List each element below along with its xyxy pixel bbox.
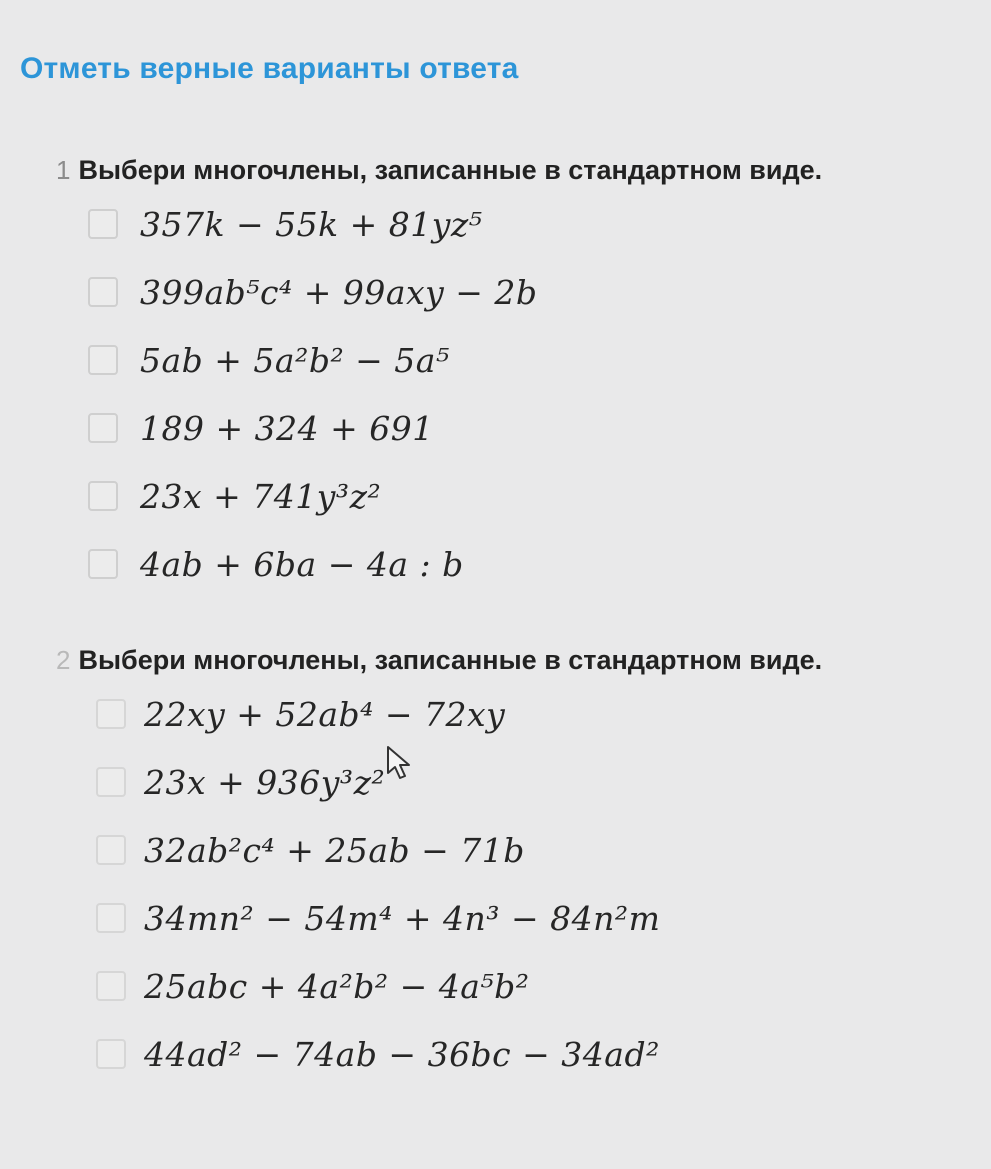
- mouse-pointer-icon: [386, 745, 414, 781]
- option-expression: 25abc + 4a²b² − 4a⁵b²: [144, 966, 530, 1006]
- option-expression: 23x + 741y³z²: [140, 476, 382, 516]
- option-expression: 44ad² − 74ab − 36bc − 34ad²: [144, 1034, 660, 1074]
- option-item[interactable]: [56, 326, 986, 394]
- option-item[interactable]: [56, 394, 986, 462]
- option-expression: 399ab⁵c⁴ + 99axy − 2b: [140, 272, 538, 312]
- checkbox[interactable]: [88, 345, 118, 375]
- checkbox[interactable]: [88, 413, 118, 443]
- options-list: [56, 680, 986, 1088]
- option-item[interactable]: [56, 884, 986, 952]
- checkbox[interactable]: [96, 699, 126, 729]
- checkbox[interactable]: [88, 277, 118, 307]
- checkbox[interactable]: [88, 209, 118, 239]
- question-header: [56, 640, 986, 680]
- option-expression: 189 + 324 + 691: [140, 408, 434, 448]
- option-item[interactable]: [56, 952, 986, 1020]
- option-expression: 357k − 55k + 81yz⁵: [140, 204, 483, 244]
- options-list: [56, 190, 986, 598]
- option-item[interactable]: [56, 680, 986, 748]
- checkbox[interactable]: [96, 1039, 126, 1069]
- question-prompt: Выбери многочлены, записанные в стандартном виде.: [78, 155, 823, 185]
- checkbox[interactable]: [88, 549, 118, 579]
- checkbox[interactable]: [96, 903, 126, 933]
- option-expression: 5ab + 5a²b² − 5a⁵: [140, 340, 450, 380]
- question-prompt: Выбери многочлены, записанные в стандартном виде.: [78, 645, 823, 675]
- option-expression: 4ab + 6ba − 4a : b: [140, 544, 464, 584]
- option-item[interactable]: [56, 258, 986, 326]
- page-title: Отметь верные варианты ответа: [20, 52, 519, 85]
- option-expression: 22xy + 52ab⁴ − 72xy: [144, 694, 506, 734]
- checkbox[interactable]: [96, 767, 126, 797]
- option-item[interactable]: [56, 1020, 986, 1088]
- checkbox[interactable]: [88, 481, 118, 511]
- option-item[interactable]: [56, 530, 986, 598]
- checkbox[interactable]: [96, 835, 126, 865]
- question-1: [56, 150, 986, 598]
- question-2: [56, 640, 986, 1088]
- option-expression: 32ab²c⁴ + 25ab − 71b: [144, 830, 525, 870]
- option-item[interactable]: [56, 748, 986, 816]
- option-expression: 23x + 936y³z²: [144, 762, 386, 802]
- checkbox[interactable]: [96, 971, 126, 1001]
- question-number: 2: [56, 645, 71, 675]
- question-number: 1: [56, 155, 71, 185]
- question-header: [56, 150, 986, 190]
- option-expression: 34mn² − 54m⁴ + 4n³ − 84n²m: [144, 898, 661, 938]
- option-item[interactable]: [56, 816, 986, 884]
- option-item[interactable]: [56, 190, 986, 258]
- option-item[interactable]: [56, 462, 986, 530]
